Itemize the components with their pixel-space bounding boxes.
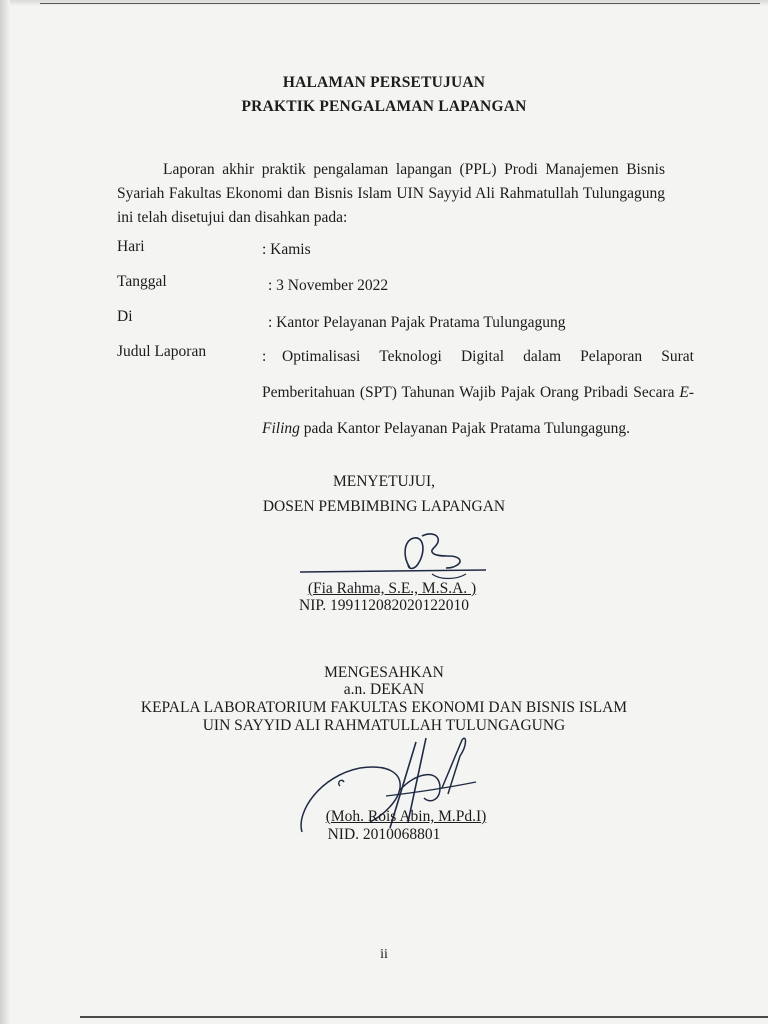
field-value-hari: : Kamis (262, 241, 311, 258)
page-title: HALAMAN PERSETUJUAN (282, 74, 486, 91)
field-value-judul (262, 339, 694, 447)
intro-line-2: Syariah Fakultas Ekonomi dan Bisnis Islam UIN Sayyid Ali Rahmatullah Tulungagung (117, 185, 665, 202)
head-name: (Moh. Rois Abin, M.Pd.I) (325, 808, 487, 825)
validation-title: MENGESAHKAN (324, 664, 444, 681)
field-value-di: : Kantor Pelayanan Pajak Pratama Tulungagung (268, 314, 566, 331)
approval-role: DOSEN PEMBIMBING LAPANGAN (262, 498, 506, 515)
judul-line-2: Pemberitahuan (SPT) Tahunan Wajib Pajak Orang Pribadi Secara (262, 384, 675, 401)
field-label-hari: Hari (117, 238, 145, 255)
intro-line-1: Laporan akhir praktik pengalaman lapangan (PPL) Prodi Manajemen Bisnis (163, 161, 665, 178)
advisor-nip: NIP. 199112082020122010 (299, 597, 469, 614)
validation-role-line-2: UIN SAYYID ALI RAHMATULLAH TULUNGAGUNG (202, 717, 566, 734)
page-subtitle: PRAKTIK PENGALAMAN LAPANGAN (241, 98, 527, 115)
intro-line-3: ini telah disetujui dan disahkan pada: (117, 209, 348, 226)
field-label-judul: Judul Laporan (117, 343, 207, 360)
field-value-tanggal: : 3 November 2022 (268, 277, 389, 294)
judul-line-3-italic: Filing (262, 420, 300, 437)
judul-line-3: pada Kantor Pelayanan Pajak Pratama Tulungagung. (303, 420, 631, 437)
intro-paragraph (117, 158, 665, 230)
field-label-tanggal: Tanggal (117, 273, 167, 290)
judul-line-1: Optimalisasi Teknologi Digital dalam Pelaporan Surat (282, 348, 694, 365)
validation-role-line-1: KEPALA LABORATORIUM FAKULTAS EKONOMI DAN BISNIS ISLAM (140, 699, 628, 716)
advisor-name: (Fia Rahma, S.E., M.S.A. ) (307, 580, 477, 597)
validation-sub: a.n. DEKAN (343, 681, 425, 698)
scan-edge-line (40, 3, 760, 4)
page-number: ii (380, 947, 388, 962)
scan-edge-bottom (80, 1016, 768, 1018)
field-label-di: Di (117, 308, 133, 325)
judul-colon: : (262, 348, 267, 365)
judul-line-2-italic: E- (679, 384, 695, 401)
head-nip: NID. 2010068801 (327, 826, 441, 843)
approval-title: MENYETUJUI, (332, 473, 436, 490)
